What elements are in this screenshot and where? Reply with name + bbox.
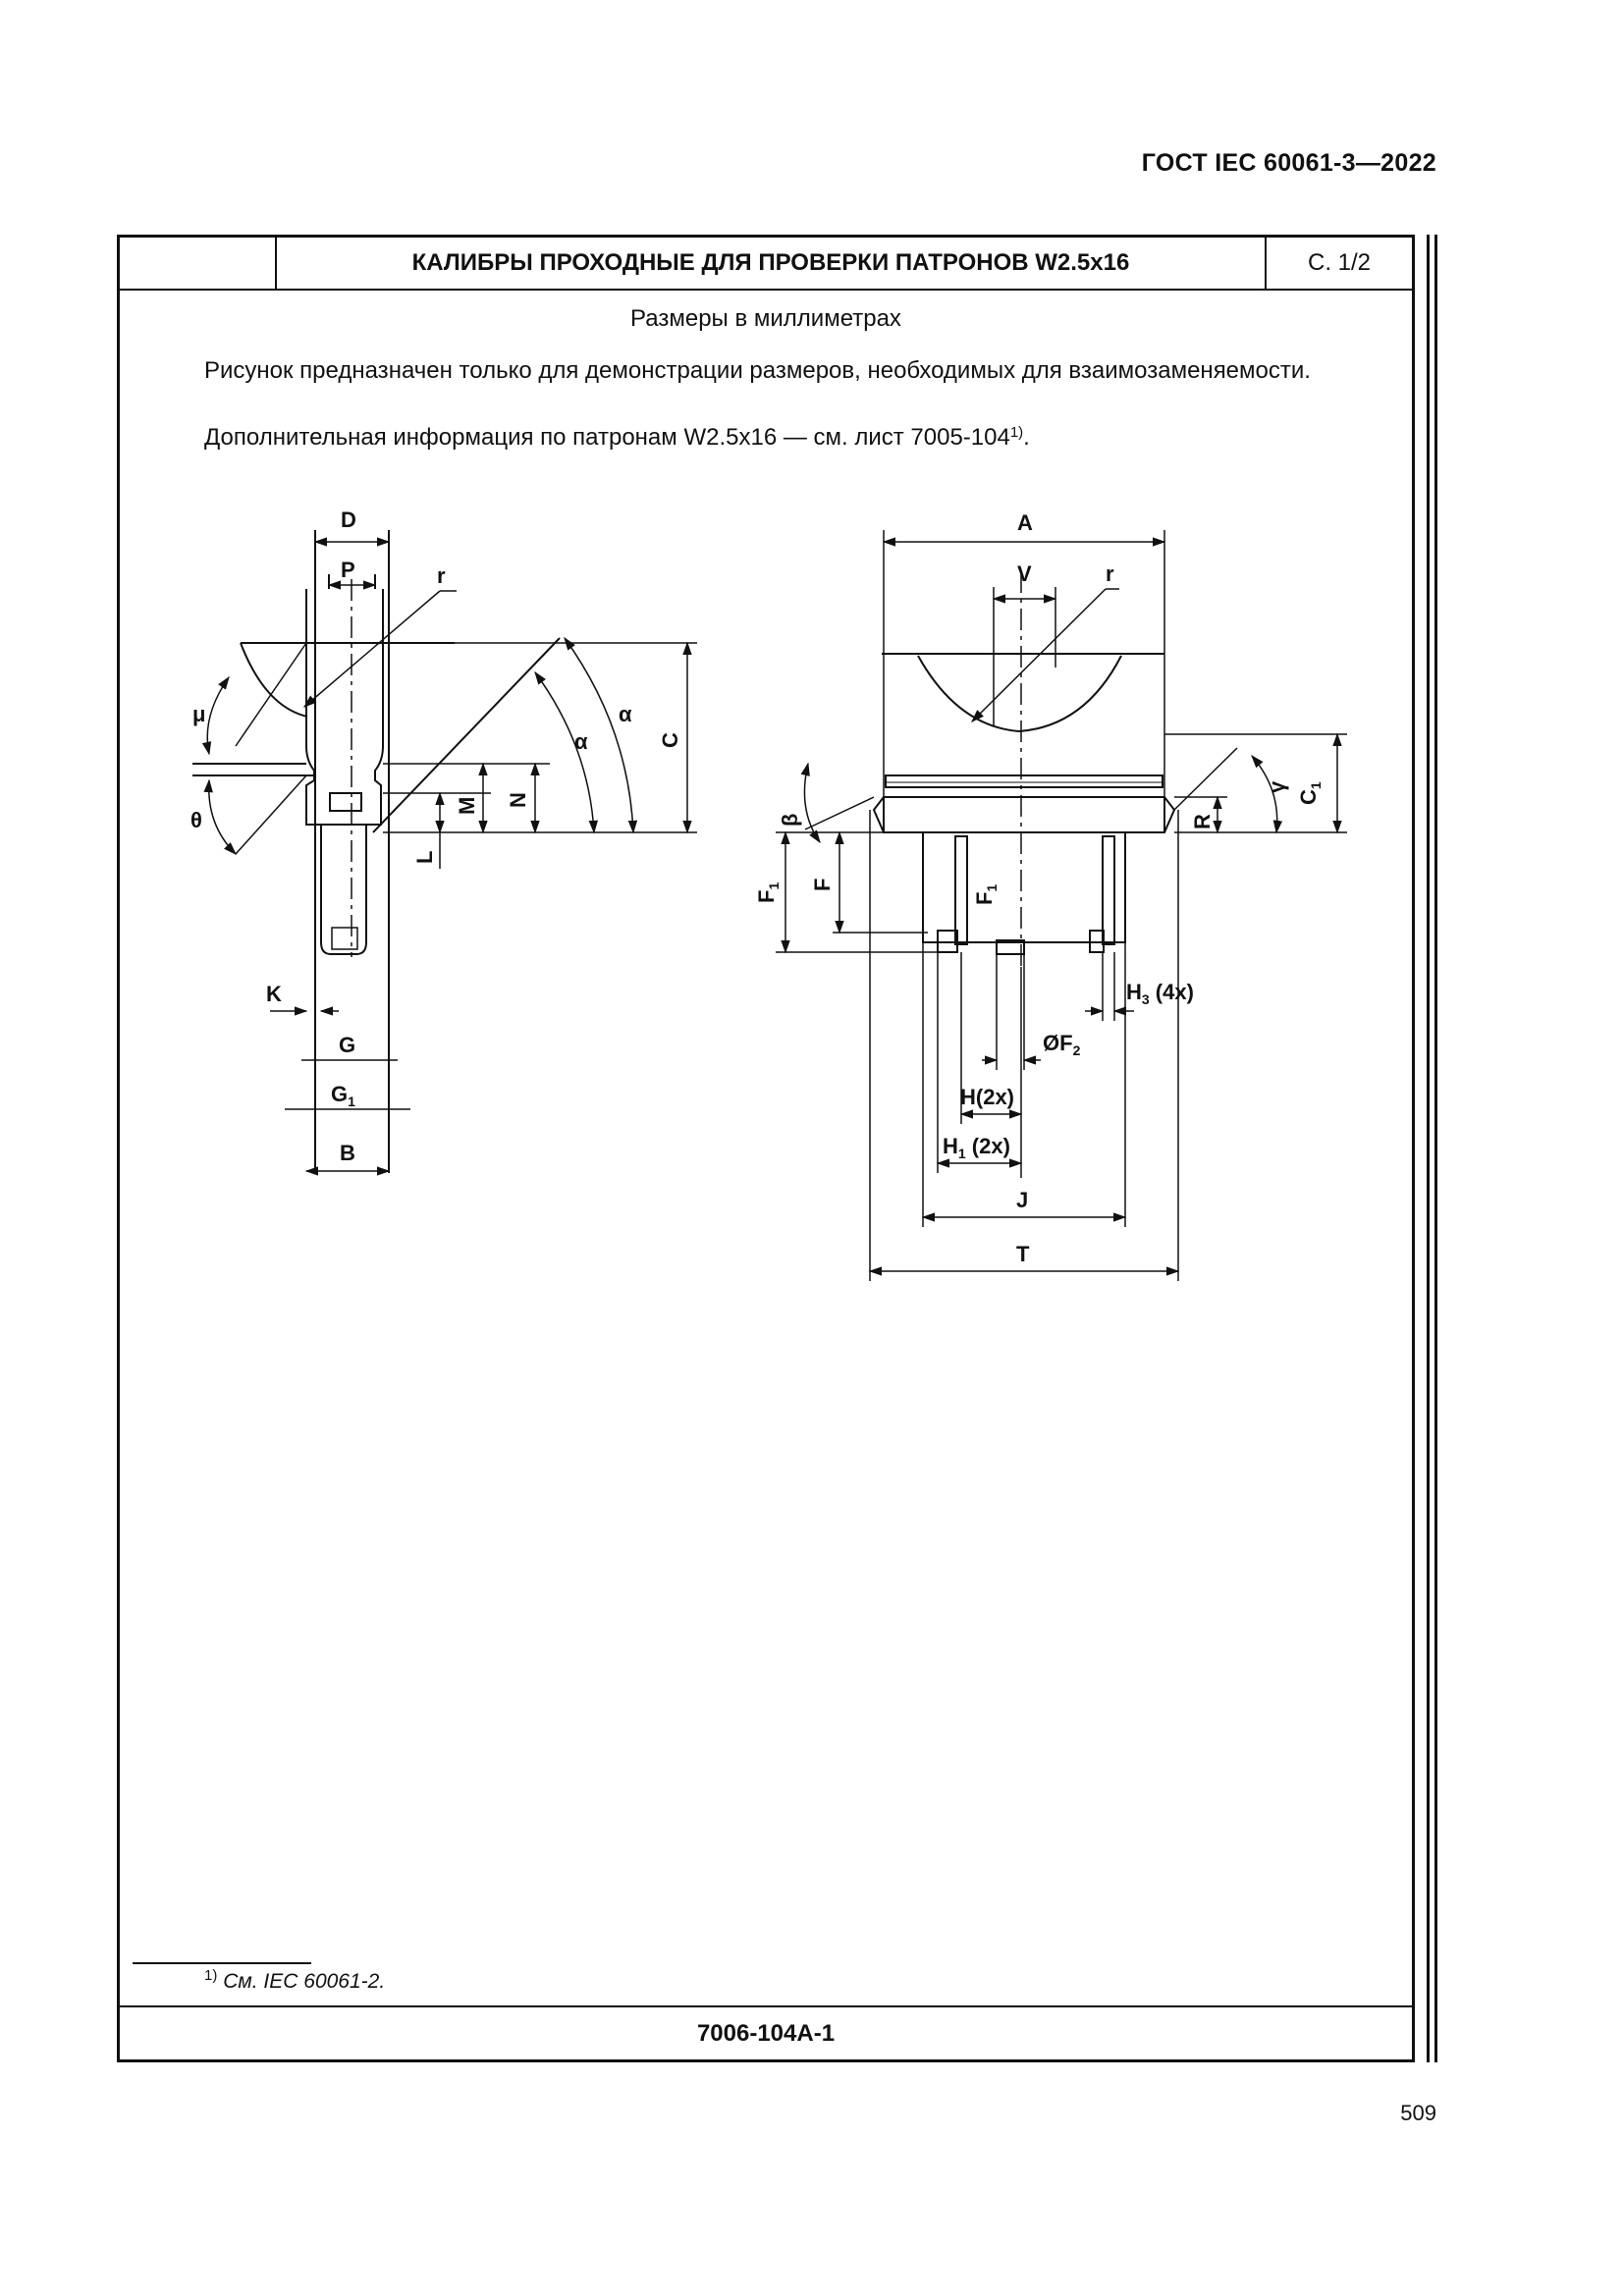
dim-label-d: D <box>341 507 356 532</box>
angle-label-theta: θ <box>190 808 202 832</box>
dim-label-t: T <box>1016 1242 1030 1266</box>
sheet-code: 7006-104A-1 <box>120 2005 1412 2059</box>
angle-label-beta: β <box>778 813 802 827</box>
page-number: 509 <box>1400 2101 1436 2125</box>
dim-label-j: J <box>1016 1188 1029 1212</box>
contact-pin-left <box>955 836 967 944</box>
contact-pin-right <box>1103 836 1114 944</box>
dim-label-m: M <box>455 796 479 815</box>
dim-label-g: G <box>339 1033 356 1057</box>
footnote-ref[interactable]: 1) <box>1009 424 1024 441</box>
dim-label-r-upper: R <box>1190 814 1215 829</box>
units-note: Размеры в миллиметрах <box>630 305 901 332</box>
gauge-ring-1 <box>886 775 1163 787</box>
dim-label-c1: $C_1$ <box>1296 781 1324 805</box>
dim-label-f1-left: $F_1$ <box>754 881 782 903</box>
dim-label-h1: $H_1$ (2x) <box>943 1134 1010 1161</box>
standard-designation: ГОСТ IEC 60061-3—2022 <box>1141 149 1436 177</box>
dim-label-b: B <box>340 1141 355 1165</box>
angle-label-mu: μ <box>192 702 206 726</box>
dim-label-h: H(2x) <box>960 1085 1015 1109</box>
dim-label-g1: $G_1$ <box>331 1082 355 1109</box>
dim-label-k: K <box>266 982 282 1006</box>
gauge-lower-block <box>923 832 1125 942</box>
gauge-cavity <box>918 656 1121 731</box>
right-gauge-drawing <box>776 530 1347 1281</box>
dim-label-a: A <box>1017 510 1033 535</box>
dim-label-r-right: r <box>1106 561 1114 586</box>
left-gauge-drawing <box>192 530 697 1173</box>
paragraph-reference-end: . <box>1023 424 1030 451</box>
dim-label-c: C <box>658 732 682 748</box>
dim-label-n: N <box>506 792 530 808</box>
dim-label-f: F <box>810 878 835 891</box>
dim-label-l: L <box>412 850 437 864</box>
gauge-base <box>874 797 1174 832</box>
gauge-pin <box>321 825 366 954</box>
dim-label-f2: $ØF_2$ <box>1043 1031 1081 1058</box>
angle-label-alpha-outer: α <box>619 702 632 726</box>
left-drawing-labels <box>190 507 682 1165</box>
dim-label-p: P <box>341 558 355 582</box>
dim-label-h3: $H_3$ (4x) <box>1126 980 1194 1007</box>
gauge-body <box>306 589 383 825</box>
footnote-mark: 1) <box>204 1967 218 1984</box>
angle-label-gamma: γ <box>1265 780 1289 793</box>
sheet-title: КАЛИБРЫ ПРОХОДНЫЕ ДЛЯ ПРОВЕРКИ ПАТРОНОВ W2.5x16 <box>277 238 1267 289</box>
paragraph-reference-text: Дополнительная информация по патронам W2.5x16 — см. лист 7005-104 <box>204 424 1010 451</box>
paragraph-purpose: Рисунок предназначен только для демонстрации размеров, необходимых для взаимозаменяемости. <box>204 357 1311 384</box>
dim-label-v: V <box>1017 561 1032 586</box>
dim-label-f1-mid: $F_1$ <box>972 883 1000 905</box>
gauge-hemisphere <box>241 643 307 717</box>
footnote-text: См. IEC 60061-2. <box>223 1970 386 1993</box>
dim-label-r: r <box>437 563 446 588</box>
angle-label-alpha-inner: α <box>574 729 588 754</box>
sheet-page-number: С. 1/2 <box>1307 249 1372 276</box>
